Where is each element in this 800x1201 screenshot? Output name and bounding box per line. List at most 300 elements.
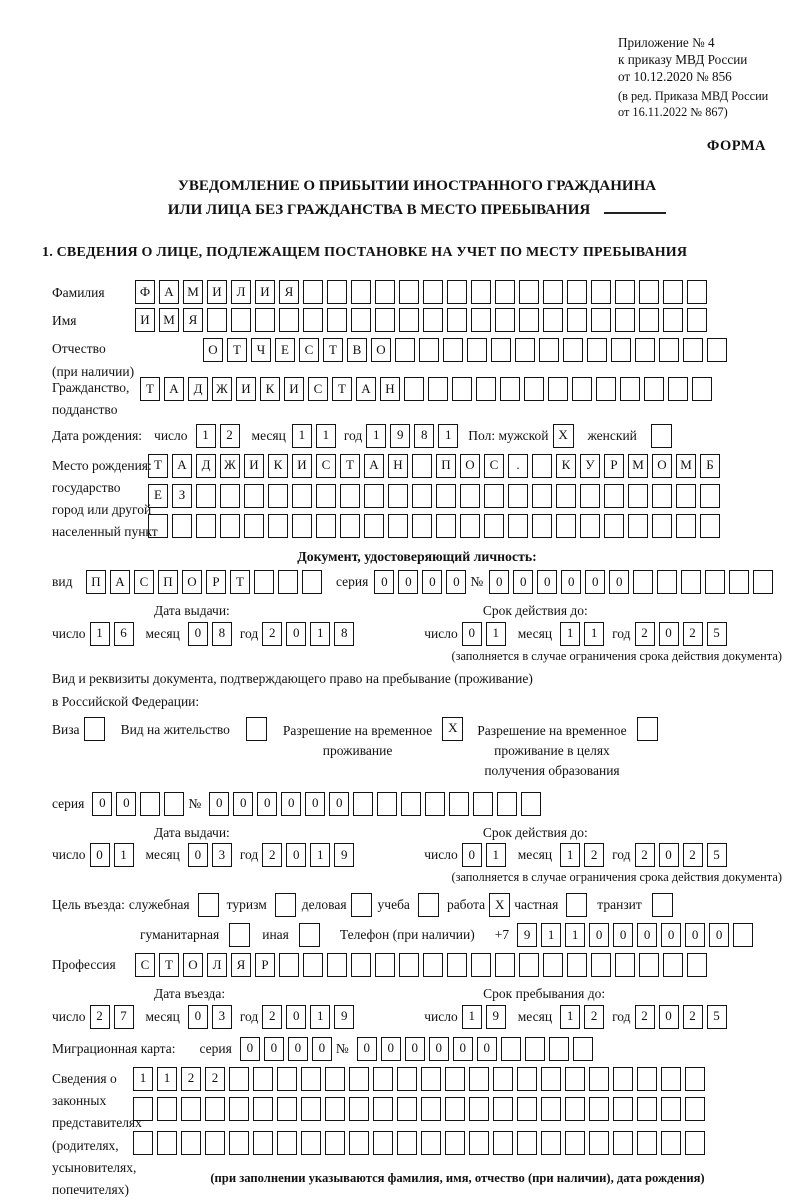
visa-label: Виза bbox=[52, 721, 80, 737]
char-cell: 1 bbox=[310, 1005, 330, 1029]
char-cell: Н bbox=[388, 454, 408, 478]
char-cell bbox=[659, 338, 679, 362]
char-cell bbox=[687, 308, 707, 332]
profession-label: Профессия bbox=[52, 957, 116, 973]
annex-note-line: от 16.11.2022 № 867) bbox=[618, 105, 728, 120]
expiry-month-cells bbox=[560, 843, 608, 867]
checkbox-cell bbox=[637, 717, 658, 741]
char-cell bbox=[637, 1067, 657, 1091]
char-cell: 1 bbox=[438, 424, 458, 448]
char-cell bbox=[436, 484, 456, 508]
char-cell bbox=[303, 280, 323, 304]
char-cell bbox=[500, 377, 520, 401]
given-name-row bbox=[52, 308, 782, 332]
annex-block bbox=[618, 34, 782, 121]
char-cell: 0 bbox=[661, 923, 681, 947]
char-cell: 2 bbox=[181, 1067, 201, 1091]
char-cell: С bbox=[484, 454, 504, 478]
char-cell bbox=[253, 1067, 273, 1091]
char-cell bbox=[615, 308, 635, 332]
day-label: число bbox=[424, 847, 458, 863]
char-cell bbox=[412, 514, 432, 538]
residence-doc-intro1: Вид и реквизиты документа, подтверждающего право на пребывание (проживание) bbox=[52, 670, 533, 686]
char-cell: Ф bbox=[135, 280, 155, 304]
char-cell bbox=[635, 338, 655, 362]
char-cell bbox=[471, 308, 491, 332]
char-cell: 0 bbox=[209, 792, 229, 816]
char-cell bbox=[613, 1131, 633, 1155]
temp-residence-edu-checkbox bbox=[637, 717, 658, 741]
char-cell: 3 bbox=[212, 843, 232, 867]
title-underline bbox=[604, 212, 666, 214]
expiry-date-heading: Срок действия до: bbox=[482, 824, 588, 840]
char-cell: 0 bbox=[561, 570, 581, 594]
char-cell: Т bbox=[227, 338, 247, 362]
char-cell: 9 bbox=[334, 843, 354, 867]
char-cell bbox=[539, 338, 559, 362]
char-cell: С bbox=[299, 338, 319, 362]
char-cell: 0 bbox=[286, 1005, 306, 1029]
char-cell: 0 bbox=[264, 1037, 284, 1061]
char-cell bbox=[567, 280, 587, 304]
char-cell bbox=[517, 1097, 537, 1121]
char-cell: 1 bbox=[584, 622, 604, 646]
char-cell: 8 bbox=[334, 622, 354, 646]
char-cell: 7 bbox=[114, 1005, 134, 1029]
residence-permit-checkbox bbox=[246, 717, 267, 741]
char-cell bbox=[351, 308, 371, 332]
char-cell bbox=[399, 280, 419, 304]
char-cell bbox=[657, 570, 677, 594]
char-cell: И bbox=[284, 377, 304, 401]
char-cell: 0 bbox=[288, 1037, 308, 1061]
char-cell: 0 bbox=[462, 843, 482, 867]
char-cell: Т bbox=[230, 570, 250, 594]
char-cell bbox=[397, 1131, 417, 1155]
char-cell bbox=[681, 570, 701, 594]
char-cell: 9 bbox=[334, 1005, 354, 1029]
char-cell bbox=[639, 953, 659, 977]
char-cell: 5 bbox=[707, 622, 727, 646]
char-cell bbox=[388, 484, 408, 508]
char-cell bbox=[580, 484, 600, 508]
form-title-line2-wrap bbox=[52, 198, 782, 222]
birth-place-cells-row1 bbox=[148, 454, 724, 478]
char-cell: Е bbox=[148, 484, 168, 508]
char-cell bbox=[327, 953, 347, 977]
residence-doc-series-row bbox=[52, 792, 782, 816]
entry-year-cells bbox=[262, 1005, 358, 1029]
birth-day-cells bbox=[196, 424, 244, 448]
char-cell bbox=[196, 484, 216, 508]
day-label: число bbox=[52, 847, 86, 863]
char-cell bbox=[244, 484, 264, 508]
char-cell bbox=[532, 484, 552, 508]
char-cell: М bbox=[183, 280, 203, 304]
day-label: число bbox=[52, 1008, 86, 1024]
char-cell: . bbox=[508, 454, 528, 478]
char-cell bbox=[375, 953, 395, 977]
identity-doc-row bbox=[52, 570, 782, 594]
char-cell bbox=[519, 308, 539, 332]
char-cell bbox=[279, 308, 299, 332]
sex-female-label: женский bbox=[587, 427, 637, 443]
char-cell: 0 bbox=[453, 1037, 473, 1061]
char-cell bbox=[447, 308, 467, 332]
number-label: № bbox=[335, 1040, 349, 1056]
char-cell: 2 bbox=[635, 1005, 655, 1029]
char-cell: 2 bbox=[584, 843, 604, 867]
given-name-label: Имя bbox=[52, 312, 77, 328]
entry-month-cells bbox=[188, 1005, 236, 1029]
char-cell bbox=[253, 1131, 273, 1155]
char-cell: М bbox=[676, 454, 696, 478]
char-cell bbox=[303, 308, 323, 332]
char-cell bbox=[445, 1131, 465, 1155]
char-cell bbox=[508, 484, 528, 508]
migration-series-cells bbox=[240, 1037, 336, 1061]
char-cell bbox=[476, 377, 496, 401]
char-cell bbox=[397, 1067, 417, 1091]
char-cell bbox=[207, 308, 227, 332]
checkbox-cell bbox=[652, 893, 673, 917]
char-cell: 0 bbox=[537, 570, 557, 594]
char-cell bbox=[340, 484, 360, 508]
sex-female-checkbox bbox=[651, 424, 672, 448]
char-cell bbox=[375, 280, 395, 304]
char-cell: 0 bbox=[240, 1037, 260, 1061]
purpose-humanitarian-checkbox bbox=[229, 923, 250, 947]
char-cell bbox=[325, 1067, 345, 1091]
month-label: месяц bbox=[145, 1008, 180, 1024]
char-cell: 0 bbox=[257, 792, 277, 816]
purpose-tourism-checkbox bbox=[275, 893, 296, 917]
issue-year-cells bbox=[262, 622, 358, 646]
char-cell: 0 bbox=[92, 792, 112, 816]
stay-year-cells bbox=[635, 1005, 731, 1029]
char-cell bbox=[639, 308, 659, 332]
char-cell: 8 bbox=[212, 622, 232, 646]
char-cell: Н bbox=[380, 377, 400, 401]
char-cell: Я bbox=[183, 308, 203, 332]
purpose-study-checkbox bbox=[418, 893, 439, 917]
purpose-row2 bbox=[52, 923, 782, 947]
char-cell: М bbox=[628, 454, 648, 478]
char-cell bbox=[556, 514, 576, 538]
char-cell: О bbox=[652, 454, 672, 478]
char-cell bbox=[661, 1131, 681, 1155]
char-cell bbox=[460, 514, 480, 538]
char-cell bbox=[573, 1037, 593, 1061]
checkbox-cell bbox=[84, 717, 105, 741]
char-cell bbox=[349, 1067, 369, 1091]
char-cell: 0 bbox=[585, 570, 605, 594]
char-cell bbox=[412, 454, 432, 478]
char-cell: 1 bbox=[133, 1067, 153, 1091]
char-cell: 2 bbox=[635, 843, 655, 867]
patronymic-label: Отчество (при наличии) bbox=[52, 341, 135, 379]
surname-row bbox=[52, 280, 782, 304]
char-cell bbox=[302, 570, 322, 594]
char-cell bbox=[229, 1097, 249, 1121]
given-name-cells bbox=[135, 308, 711, 332]
char-cell bbox=[181, 1097, 201, 1121]
char-cell bbox=[495, 308, 515, 332]
char-cell bbox=[652, 514, 672, 538]
purpose-official-checkbox bbox=[198, 893, 219, 917]
char-cell bbox=[524, 377, 544, 401]
char-cell: 0 bbox=[188, 1005, 208, 1029]
char-cell bbox=[443, 338, 463, 362]
issue-year-cells bbox=[262, 843, 358, 867]
char-cell bbox=[663, 280, 683, 304]
char-cell bbox=[452, 377, 472, 401]
char-cell: 1 bbox=[560, 843, 580, 867]
char-cell bbox=[589, 1067, 609, 1091]
representatives-cells-row3 bbox=[133, 1131, 709, 1155]
char-cell bbox=[351, 280, 371, 304]
citizenship-label: Гражданство, подданство bbox=[52, 380, 130, 418]
char-cell: Р bbox=[206, 570, 226, 594]
issue-month-cells bbox=[188, 622, 236, 646]
annex-line: к приказу МВД России bbox=[618, 52, 748, 68]
char-cell bbox=[637, 1097, 657, 1121]
char-cell bbox=[301, 1097, 321, 1121]
char-cell bbox=[469, 1131, 489, 1155]
char-cell: Д bbox=[188, 377, 208, 401]
char-cell bbox=[473, 792, 493, 816]
char-cell bbox=[375, 308, 395, 332]
residence-doc-intro2: в Российской Федерации: bbox=[52, 694, 200, 710]
char-cell: 2 bbox=[220, 424, 240, 448]
char-cell bbox=[436, 514, 456, 538]
char-cell bbox=[404, 377, 424, 401]
forma-label: ФОРМА bbox=[706, 138, 766, 155]
checkbox-cell bbox=[198, 893, 219, 917]
section1-heading: 1. СВЕДЕНИЯ О ЛИЦЕ, ПОДЛЕЖАЩЕМ ПОСТАНОВКЕ НА УЧЕТ ПО МЕСТУ ПРЕБЫВАНИЯ bbox=[42, 245, 688, 261]
char-cell bbox=[377, 792, 397, 816]
char-cell bbox=[244, 514, 264, 538]
doc-kind-label: вид bbox=[52, 574, 73, 590]
char-cell bbox=[349, 1131, 369, 1155]
char-cell bbox=[676, 514, 696, 538]
purpose-transit-label: транзит bbox=[597, 897, 642, 913]
purpose-private-label: частная bbox=[514, 897, 559, 913]
char-cell bbox=[340, 514, 360, 538]
char-cell bbox=[397, 1097, 417, 1121]
char-cell: 0 bbox=[405, 1037, 425, 1061]
char-cell bbox=[445, 1067, 465, 1091]
char-cell bbox=[279, 953, 299, 977]
char-cell bbox=[445, 1097, 465, 1121]
char-cell: 0 bbox=[659, 1005, 679, 1029]
char-cell: 1 bbox=[90, 622, 110, 646]
char-cell: 1 bbox=[316, 424, 336, 448]
char-cell bbox=[565, 1067, 585, 1091]
phone-prefix: +7 bbox=[494, 927, 510, 943]
char-cell: Е bbox=[275, 338, 295, 362]
char-cell bbox=[615, 280, 635, 304]
char-cell bbox=[423, 953, 443, 977]
char-cell bbox=[580, 514, 600, 538]
checkbox-cell bbox=[299, 923, 320, 947]
birth-place-label: Место рождения: государство город или другой населенный пункт bbox=[52, 457, 158, 540]
checkbox-cell bbox=[566, 893, 587, 917]
char-cell bbox=[683, 338, 703, 362]
char-cell: С bbox=[134, 570, 154, 594]
issue-day-cells bbox=[90, 622, 138, 646]
char-cell bbox=[497, 792, 517, 816]
char-cell bbox=[515, 338, 535, 362]
representatives-note: (при заполнении указываются фамилия, имя, отчество (при наличии), дата рождения) bbox=[210, 1170, 705, 1185]
purpose-other-checkbox bbox=[299, 923, 320, 947]
char-cell: П bbox=[158, 570, 178, 594]
day-label: число bbox=[424, 1008, 458, 1024]
char-cell bbox=[327, 280, 347, 304]
char-cell bbox=[596, 377, 616, 401]
birth-place-block bbox=[52, 454, 782, 543]
char-cell bbox=[388, 514, 408, 538]
purpose-other-label: иная bbox=[262, 927, 289, 943]
char-cell: 1 bbox=[157, 1067, 177, 1091]
char-cell: 2 bbox=[683, 622, 703, 646]
char-cell: 0 bbox=[589, 923, 609, 947]
char-cell: 0 bbox=[613, 923, 633, 947]
checkbox-cell bbox=[246, 717, 267, 741]
char-cell bbox=[255, 308, 275, 332]
doc-number-label: № bbox=[470, 574, 484, 590]
form-title bbox=[52, 174, 782, 222]
char-cell bbox=[685, 1131, 705, 1155]
char-cell bbox=[495, 280, 515, 304]
char-cell bbox=[157, 1131, 177, 1155]
purpose-label: Цель въезда: bbox=[52, 897, 125, 913]
char-cell bbox=[493, 1067, 513, 1091]
char-cell: 1 bbox=[462, 1005, 482, 1029]
char-cell bbox=[471, 280, 491, 304]
doc-number-cells bbox=[489, 570, 777, 594]
char-cell bbox=[373, 1067, 393, 1091]
char-cell: Т bbox=[332, 377, 352, 401]
char-cell: 5 bbox=[707, 1005, 727, 1029]
char-cell: К bbox=[556, 454, 576, 478]
temp-residence-label: Разрешение на временное проживание bbox=[282, 722, 433, 759]
purpose-row1 bbox=[52, 893, 782, 917]
char-cell: 1 bbox=[560, 1005, 580, 1029]
char-cell: 0 bbox=[188, 622, 208, 646]
char-cell bbox=[611, 338, 631, 362]
char-cell: 1 bbox=[560, 622, 580, 646]
char-cell bbox=[567, 308, 587, 332]
char-cell bbox=[628, 484, 648, 508]
char-cell bbox=[663, 953, 683, 977]
expiry-day-cells bbox=[462, 843, 510, 867]
sex-male-checkbox bbox=[553, 424, 574, 448]
char-cell bbox=[615, 953, 635, 977]
char-cell: Т bbox=[323, 338, 343, 362]
doc-kind-cells bbox=[86, 570, 326, 594]
char-cell bbox=[700, 484, 720, 508]
char-cell bbox=[543, 953, 563, 977]
char-cell: М bbox=[159, 308, 179, 332]
char-cell: 1 bbox=[114, 843, 134, 867]
char-cell: О bbox=[183, 953, 203, 977]
char-cell: 0 bbox=[446, 570, 466, 594]
char-cell: Я bbox=[231, 953, 251, 977]
char-cell bbox=[493, 1131, 513, 1155]
purpose-business-label: деловая bbox=[301, 897, 347, 913]
representatives-cells-row2 bbox=[133, 1097, 709, 1121]
char-cell: И bbox=[292, 454, 312, 478]
char-cell bbox=[637, 1131, 657, 1155]
char-cell bbox=[620, 377, 640, 401]
char-cell bbox=[423, 280, 443, 304]
char-cell bbox=[591, 308, 611, 332]
char-cell: У bbox=[580, 454, 600, 478]
purpose-work-checkbox bbox=[489, 893, 510, 917]
char-cell bbox=[493, 1097, 513, 1121]
form-title-line1: УВЕДОМЛЕНИЕ О ПРИБЫТИИ ИНОСТРАННОГО ГРАЖДАНИНА bbox=[177, 178, 657, 195]
char-cell bbox=[349, 1097, 369, 1121]
char-cell bbox=[565, 1097, 585, 1121]
residence-number-cells bbox=[209, 792, 545, 816]
char-cell: 1 bbox=[292, 424, 312, 448]
char-cell: 2 bbox=[584, 1005, 604, 1029]
char-cell bbox=[685, 1067, 705, 1091]
stay-until-heading: Срок пребывания до: bbox=[483, 986, 606, 1002]
patronymic-cells bbox=[203, 338, 731, 362]
char-cell: К bbox=[268, 454, 288, 478]
year-label: год bbox=[239, 625, 259, 641]
char-cell: 0 bbox=[398, 570, 418, 594]
char-cell: 2 bbox=[205, 1067, 225, 1091]
char-cell bbox=[532, 514, 552, 538]
expiry-year-cells bbox=[635, 622, 731, 646]
char-cell bbox=[676, 484, 696, 508]
checkbox-cell bbox=[418, 893, 439, 917]
char-cell: И bbox=[207, 280, 227, 304]
char-cell: О bbox=[371, 338, 391, 362]
residence-doc-note: (заполняется в случае ограничения срока действия документа) bbox=[451, 870, 782, 885]
char-cell: 0 bbox=[286, 622, 306, 646]
char-cell bbox=[519, 280, 539, 304]
char-cell: И bbox=[135, 308, 155, 332]
char-cell bbox=[541, 1097, 561, 1121]
char-cell bbox=[519, 953, 539, 977]
birth-place-cells-row3 bbox=[148, 514, 724, 538]
char-cell bbox=[563, 338, 583, 362]
char-cell bbox=[301, 1131, 321, 1155]
issue-month-cells bbox=[188, 843, 236, 867]
char-cell: 1 bbox=[486, 843, 506, 867]
char-cell: Л bbox=[207, 953, 227, 977]
char-cell: 6 bbox=[114, 622, 134, 646]
checkbox-cell bbox=[651, 424, 672, 448]
expiry-month-cells bbox=[560, 622, 608, 646]
char-cell: Д bbox=[196, 454, 216, 478]
char-cell: 2 bbox=[683, 1005, 703, 1029]
stay-day-cells bbox=[462, 1005, 510, 1029]
char-cell bbox=[303, 953, 323, 977]
char-cell bbox=[613, 1097, 633, 1121]
char-cell bbox=[687, 953, 707, 977]
char-cell bbox=[508, 514, 528, 538]
char-cell: 0 bbox=[312, 1037, 332, 1061]
char-cell bbox=[644, 377, 664, 401]
day-label: число bbox=[154, 427, 188, 443]
year-label: год bbox=[239, 847, 259, 863]
char-cell: 2 bbox=[635, 622, 655, 646]
